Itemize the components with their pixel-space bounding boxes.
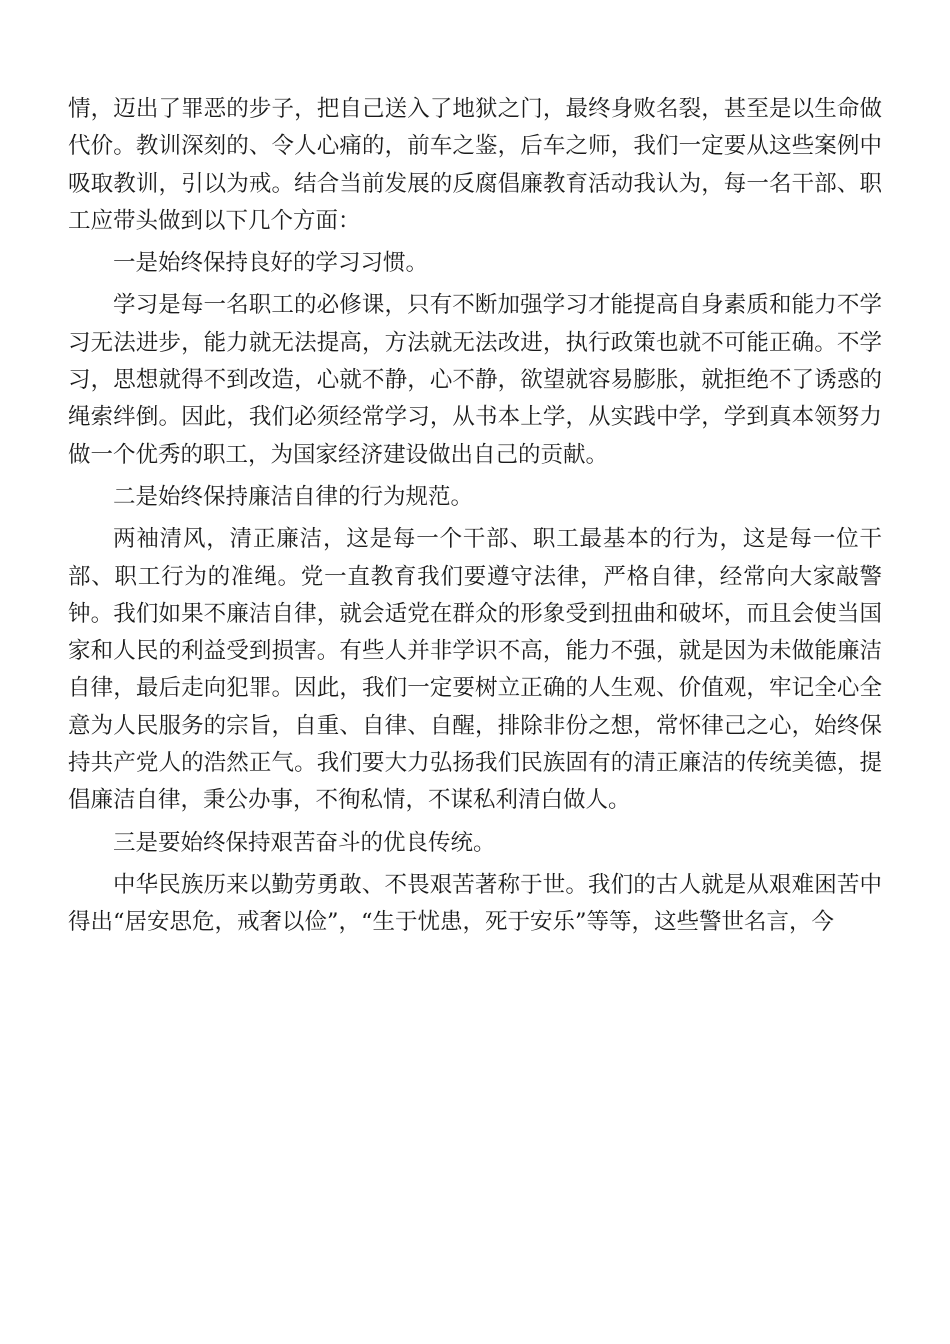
paragraph-study: 学习是每一名职工的必修课，只有不断加强学习才能提高自身素质和能力不学习无法进步，能力就无法提高，方法就无法改进，执行政策也就不可能正确。不学习，思想就得不到改造，心就不静，心不静，欲望就容易膨胀，就拒绝不了诱惑的绳索绊倒。因此，我们必须经常学习，从书本上学，从实践中学，学到真本领努力做一个优秀的职工，为国家经济建设做出自己的贡献。 [68,292,882,468]
section-heading-3: 三是要始终保持艰苦奋斗的优良传统。 [113,829,496,856]
paragraph-hard-work: 中华民族历来以勤劳勇敢、不畏艰苦著称于世。我们的古人就是从艰难困苦中得出“居安思危，戒奢以俭”，“生于忧患，死于安乐”等等，这些警世名言，今 [68,871,882,936]
section-heading-1: 一是始终保持良好的学习习惯。 [113,250,429,277]
paragraph-continuation: 情，迈出了罪恶的步子，把自己送入了地狱之门，最终身败名裂，甚至是以生命做代价。教训深刻的、令人心痛的，前车之鉴，后车之师，我们一定要从这些案例中吸取教训，引以为戒。结合当前发展的反腐倡廉教育活动我认为，每一名干部、职工应带头做到以下几个方面： [68,96,882,234]
section-heading-2: 二是始终保持廉洁自律的行为规范。 [113,483,474,510]
document-body [68,91,882,947]
paragraph-integrity: 两袖清风，清正廉洁，这是每一个干部、职工最基本的行为，这是每一位干部、职工行为的准绳。党一直教育我们要遵守法律，严格自律，经常向大家敲警钟。我们如果不廉洁自律，就会适党在群众的形象受到扭曲和破坏，而且会使当国家和人民的利益受到损害。有些人并非学识不高，能力不强，就是因为未做能廉洁自律，最后走向犯罪。因此，我们一定要树立正确的人生观、价值观，牢记全心全意为人民服务的宗旨，自重、自律、自醒，排除非份之想，常怀律己之心，始终保持共产党人的浩然正气。我们要大力弘扬我们民族固有的清正廉洁的传统美德，提倡廉洁自律，秉公办事，不徇私情，不谋私利清白做人。 [68,526,882,814]
